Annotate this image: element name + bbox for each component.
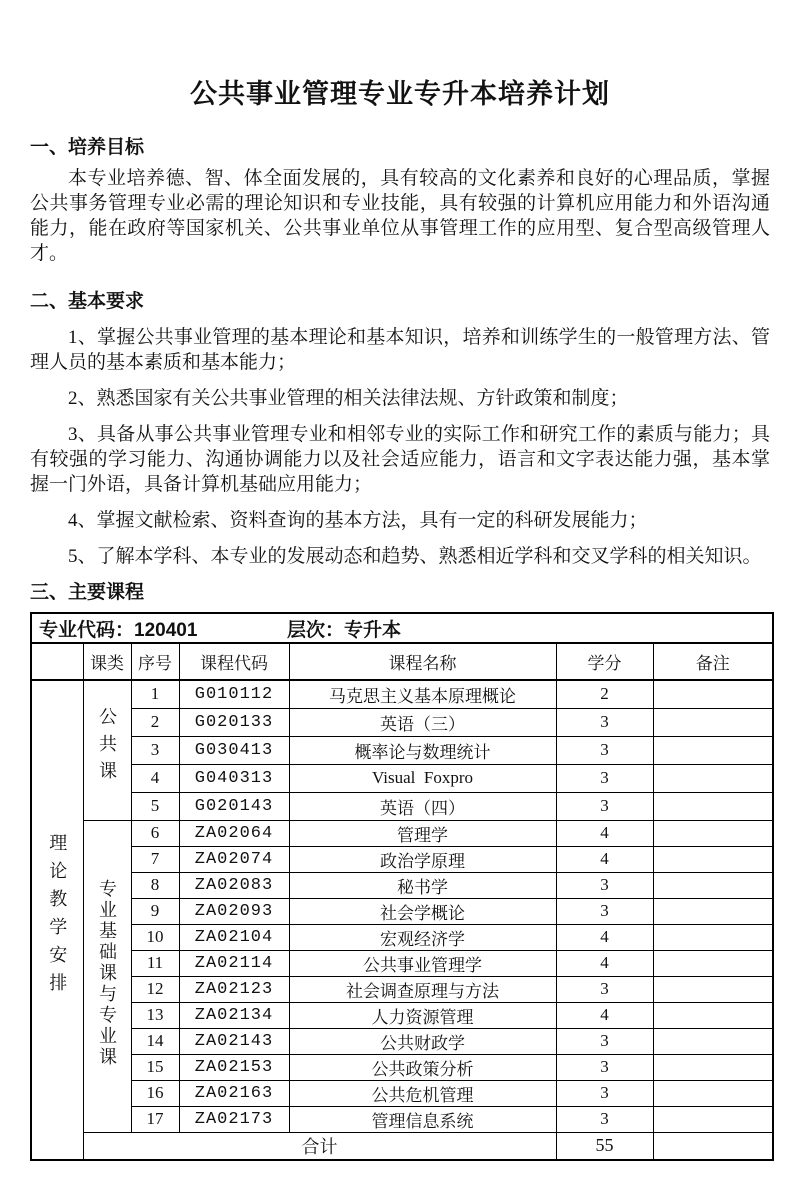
course-row bbox=[31, 976, 773, 1002]
total-label-cell: 合计 bbox=[83, 1132, 556, 1160]
requirement-item-5: 5、了解本学科、本专业的发展动态和趋势、熟悉相近学科和交叉学科的相关知识。 bbox=[68, 546, 762, 567]
course-code: ZA02173 bbox=[179, 1106, 289, 1132]
course-credits: 3 bbox=[556, 898, 653, 924]
group-label-cell bbox=[31, 680, 83, 1160]
course-row bbox=[31, 1002, 773, 1028]
course-no: 13 bbox=[131, 1002, 179, 1028]
course-credits: 3 bbox=[556, 1080, 653, 1106]
course-row bbox=[31, 1106, 773, 1132]
course-remark bbox=[653, 708, 773, 736]
course-name: 概率论与数理统计 bbox=[289, 736, 556, 764]
course-code: ZA02153 bbox=[179, 1054, 289, 1080]
course-row bbox=[31, 924, 773, 950]
course-credits: 3 bbox=[556, 708, 653, 736]
course-no: 7 bbox=[131, 846, 179, 872]
course-no: 16 bbox=[131, 1080, 179, 1106]
course-remark bbox=[653, 736, 773, 764]
course-code: G040313 bbox=[179, 764, 289, 792]
header-remark: 备注 bbox=[653, 643, 773, 680]
course-credits: 3 bbox=[556, 764, 653, 792]
major-code-label: 专业代码：120401 bbox=[39, 619, 198, 641]
course-name: 宏观经济学 bbox=[289, 924, 556, 950]
course-credits: 2 bbox=[556, 680, 653, 708]
course-no: 1 bbox=[131, 680, 179, 708]
header-credits: 学分 bbox=[556, 643, 653, 680]
course-row bbox=[31, 792, 773, 820]
course-no: 9 bbox=[131, 898, 179, 924]
course-code: ZA02093 bbox=[179, 898, 289, 924]
course-code: G010112 bbox=[179, 680, 289, 708]
course-no: 11 bbox=[131, 950, 179, 976]
course-no: 8 bbox=[131, 872, 179, 898]
course-remark bbox=[653, 1080, 773, 1106]
course-credits: 3 bbox=[556, 1106, 653, 1132]
course-row bbox=[31, 680, 773, 708]
course-name: 管理信息系统 bbox=[289, 1106, 556, 1132]
course-credits: 4 bbox=[556, 846, 653, 872]
course-row bbox=[31, 950, 773, 976]
course-remark bbox=[653, 1106, 773, 1132]
course-code: ZA02134 bbox=[179, 1002, 289, 1028]
section-goal-heading: 一、培养目标 bbox=[30, 137, 145, 158]
course-no: 12 bbox=[131, 976, 179, 1002]
course-remark bbox=[653, 976, 773, 1002]
course-no: 10 bbox=[131, 924, 179, 950]
course-credits: 4 bbox=[556, 1002, 653, 1028]
group-label: 理论教学安排 bbox=[47, 833, 68, 1002]
course-row bbox=[31, 846, 773, 872]
header-no: 序号 bbox=[131, 643, 179, 680]
category-public-cell bbox=[83, 680, 131, 820]
course-row bbox=[31, 736, 773, 764]
course-row bbox=[31, 1054, 773, 1080]
course-remark bbox=[653, 680, 773, 708]
course-code: G020143 bbox=[179, 792, 289, 820]
course-remark bbox=[653, 924, 773, 950]
course-remark bbox=[653, 1054, 773, 1080]
course-no: 15 bbox=[131, 1054, 179, 1080]
course-remark bbox=[653, 898, 773, 924]
course-name: 公共危机管理 bbox=[289, 1080, 556, 1106]
course-credits: 3 bbox=[556, 736, 653, 764]
page-title: 公共事业管理专业专升本培养计划 bbox=[190, 79, 610, 109]
course-code: ZA02104 bbox=[179, 924, 289, 950]
course-name: 社会调查原理与方法 bbox=[289, 976, 556, 1002]
course-name: 公共财政学 bbox=[289, 1028, 556, 1054]
course-remark bbox=[653, 792, 773, 820]
course-no: 6 bbox=[131, 820, 179, 846]
section-requirements-heading: 二、基本要求 bbox=[30, 291, 145, 312]
section-goal-paragraph: 本专业培养德、智、体全面发展的，具有较高的文化素养和良好的心理品质，掌握公共事务管理专业必需的理论知识和专业技能，具有较强的计算机应用能力和外语沟通能力，能在政府等国家机关、公共事业单位从事管理工作的应用型、复合型高级管理人才。 bbox=[30, 168, 770, 264]
course-code: ZA02123 bbox=[179, 976, 289, 1002]
course-code: ZA02083 bbox=[179, 872, 289, 898]
course-row bbox=[31, 820, 773, 846]
course-row bbox=[31, 898, 773, 924]
course-no: 2 bbox=[131, 708, 179, 736]
course-credits: 3 bbox=[556, 1054, 653, 1080]
level-label: 层次：专升本 bbox=[287, 619, 402, 641]
course-name: 英语（三） bbox=[289, 708, 556, 736]
course-name: 英语（四） bbox=[289, 792, 556, 820]
course-no: 17 bbox=[131, 1106, 179, 1132]
header-name: 课程名称 bbox=[289, 643, 556, 680]
course-remark bbox=[653, 764, 773, 792]
course-name: 政治学原理 bbox=[289, 846, 556, 872]
course-no: 14 bbox=[131, 1028, 179, 1054]
course-row bbox=[31, 764, 773, 792]
course-no: 4 bbox=[131, 764, 179, 792]
course-code: ZA02074 bbox=[179, 846, 289, 872]
course-row bbox=[31, 1028, 773, 1054]
course-name: 管理学 bbox=[289, 820, 556, 846]
course-no: 5 bbox=[131, 792, 179, 820]
total-remark-cell bbox=[653, 1132, 773, 1160]
course-remark bbox=[653, 872, 773, 898]
course-remark bbox=[653, 1002, 773, 1028]
course-name: 马克思主义基本原理概论 bbox=[289, 680, 556, 708]
requirement-item-1: 1、掌握公共事业管理的基本理论和基本知识，培养和训练学生的一般管理方法、管理人员的基本素质和基本能力； bbox=[30, 327, 770, 373]
course-row bbox=[31, 872, 773, 898]
course-credits: 3 bbox=[556, 976, 653, 1002]
header-category: 课类 bbox=[83, 643, 131, 680]
course-remark bbox=[653, 950, 773, 976]
course-remark bbox=[653, 820, 773, 846]
course-code: ZA02143 bbox=[179, 1028, 289, 1054]
total-row bbox=[31, 1132, 773, 1160]
category-major-label: 专业基础课与专业课 bbox=[97, 879, 117, 1068]
course-remark bbox=[653, 846, 773, 872]
course-credits: 3 bbox=[556, 872, 653, 898]
course-remark bbox=[653, 1028, 773, 1054]
section-courses-heading: 三、主要课程 bbox=[30, 582, 145, 603]
course-row bbox=[31, 1080, 773, 1106]
header-empty-cell bbox=[31, 643, 83, 680]
table-meta-row bbox=[31, 613, 773, 643]
total-credits-cell: 55 bbox=[556, 1132, 653, 1160]
course-name: 人力资源管理 bbox=[289, 1002, 556, 1028]
category-major-cell bbox=[83, 820, 131, 1132]
course-name: 公共政策分析 bbox=[289, 1054, 556, 1080]
course-name: 秘书学 bbox=[289, 872, 556, 898]
requirement-item-2: 2、熟悉国家有关公共事业管理的相关法律法规、方针政策和制度； bbox=[68, 388, 629, 409]
course-code: ZA02163 bbox=[179, 1080, 289, 1106]
course-name: Visual Foxpro bbox=[289, 764, 556, 792]
course-credits: 4 bbox=[556, 950, 653, 976]
table-meta-cell bbox=[31, 613, 773, 643]
course-code: G020133 bbox=[179, 708, 289, 736]
requirement-item-3: 3、具备从事公共事业管理专业和相邻专业的实际工作和研究工作的素质与能力；具有较强的学习能力、沟通协调能力以及社会适应能力，语言和文字表达能力强，基本掌握一门外语，具备计算机基础应用能力； bbox=[30, 424, 770, 495]
course-code: ZA02064 bbox=[179, 820, 289, 846]
category-public-label: 公共课 bbox=[97, 707, 117, 789]
requirement-item-4: 4、掌握文献检索、资料查询的基本方法，具有一定的科研发展能力； bbox=[68, 510, 648, 531]
course-code: ZA02114 bbox=[179, 950, 289, 976]
course-credits: 3 bbox=[556, 1028, 653, 1054]
course-name: 社会学概论 bbox=[289, 898, 556, 924]
course-credits: 4 bbox=[556, 924, 653, 950]
course-name: 公共事业管理学 bbox=[289, 950, 556, 976]
course-credits: 3 bbox=[556, 792, 653, 820]
course-table bbox=[30, 612, 774, 1161]
course-row bbox=[31, 708, 773, 736]
course-credits: 4 bbox=[556, 820, 653, 846]
course-no: 3 bbox=[131, 736, 179, 764]
header-code: 课程代码 bbox=[179, 643, 289, 680]
table-header-row bbox=[31, 643, 773, 680]
course-code: G030413 bbox=[179, 736, 289, 764]
